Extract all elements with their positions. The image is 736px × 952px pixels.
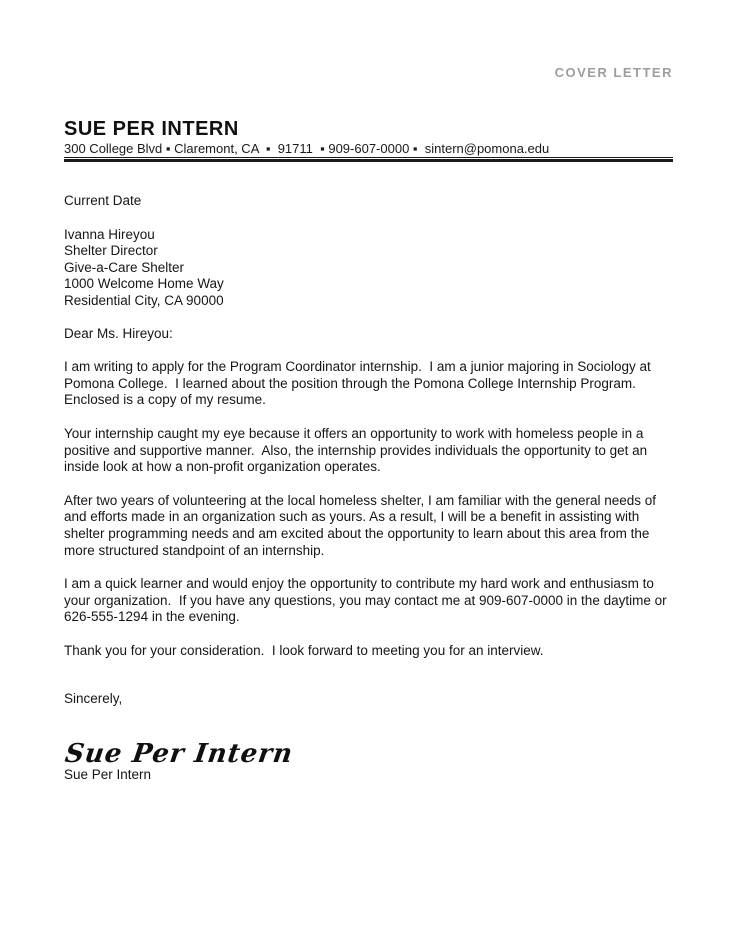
letterhead-divider xyxy=(64,157,673,163)
recipient-address-block xyxy=(64,227,673,310)
date-line: Current Date xyxy=(64,193,142,208)
divider-thin-line xyxy=(64,157,673,158)
closing: Sincerely, xyxy=(64,691,123,707)
document-type-label: COVER LETTER xyxy=(554,65,673,80)
recipient-organization: Give-a-Care Shelter xyxy=(64,259,185,275)
handwritten-signature: Sue Per Intern xyxy=(63,739,295,770)
letter-body xyxy=(64,193,673,783)
paragraph-interest: Your internship caught my eye because it offers an opportunity to work with homeless people in a positive and supportive manner. Also, the internship provides individuals the opportunity to get an inside look at how a non-profit organization operates. xyxy=(64,425,651,475)
salutation: Dear Ms. Hireyou: xyxy=(64,325,173,341)
divider-thick-line xyxy=(64,159,673,162)
paragraph-thanks: Thank you for your consideration. I look forward to meeting you for an interview. xyxy=(64,642,544,658)
letterhead-name: SUE PER INTERN xyxy=(64,118,239,140)
typed-signature-name: Sue Per Intern xyxy=(64,766,152,782)
letterhead-contact-line: 300 College Blvd ▪ Claremont, CA ▪ 91711 ▪ 909-607-0000 ▪ sintern@pomona.edu xyxy=(64,141,550,156)
recipient-street: 1000 Welcome Home Way xyxy=(64,276,224,292)
paragraph-experience: After two years of volunteering at the local homeless shelter, I am familiar with the general needs of and efforts made in an organization such as yours. As a result, I will be a benefit in assisting with shelter programming needs and am excited about the opportunity to learn about this area from the more structured standpoint of an internship. xyxy=(64,492,660,558)
recipient-title: Shelter Director xyxy=(64,243,158,259)
recipient-city-state-zip: Residential City, CA 90000 xyxy=(64,292,224,308)
paragraph-intro: I am writing to apply for the Program Coordinator internship. I am a junior majoring in Sociology at Pomona College. I learned about the position through the Pomona College Internship Program. Enclosed is a copy of my resume. xyxy=(64,359,655,408)
recipient-name: Ivanna Hireyou xyxy=(64,226,155,242)
paragraph-contact-info: I am a quick learner and would enjoy the opportunity to contribute my hard work and enthusiasm to your organization. If you have any questions, you may contact me at 909-607-0000 in the daytime or 626-555-1294 in the evening. xyxy=(64,576,671,625)
